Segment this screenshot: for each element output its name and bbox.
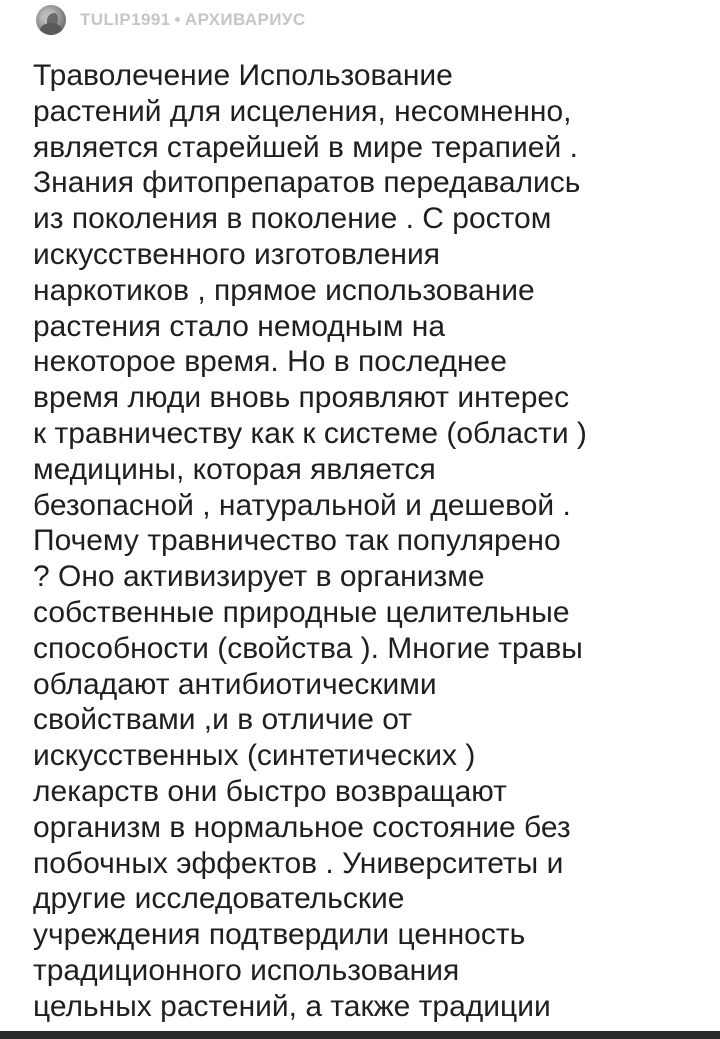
answer-author-header xyxy=(36,4,306,36)
author-separator: • xyxy=(174,10,181,29)
answer-line: безопасной , натуральной и дешевой . xyxy=(33,488,571,522)
answer-line: Траволечение Использование xyxy=(33,59,453,92)
answer-line: свойствами ,и в отличие от xyxy=(33,703,413,737)
answer-line: к травничеству как к системе (области ) xyxy=(33,416,587,450)
answer-line: некоторое время. Но в последнее xyxy=(33,345,507,379)
answer-line: искусственных (синтетических ) xyxy=(33,739,476,773)
answer-line: наркотиков , прямое использование xyxy=(33,273,535,307)
answer-line: собственные природные целительные xyxy=(33,595,570,629)
answer-line: обладают антибиотическими xyxy=(33,667,437,701)
answer-line: ? Оно активизирует в организме xyxy=(33,560,485,594)
avatar[interactable] xyxy=(36,5,66,35)
answer-line: растений для исцеления, несомненно, xyxy=(33,94,572,128)
answer-line: способности (свойства ). Многие травы xyxy=(33,631,583,665)
answer-line: Знания фитопрепаратов передавались xyxy=(33,166,581,200)
author-name[interactable]: TULIP1991 xyxy=(80,10,171,29)
author-line xyxy=(80,10,306,30)
author-rank: АРХИВАРИУС xyxy=(184,10,306,29)
answer-line: традиционного использования xyxy=(33,953,460,987)
answer-line: является старейшей в мире терапией . xyxy=(33,130,578,164)
answer-line: организм в нормальное состояние без xyxy=(33,810,571,844)
answer-line: время люди вновь проявляют интерес xyxy=(33,381,570,415)
answer-line: из поколения в поколение . С ростом xyxy=(33,202,552,236)
answer-text xyxy=(33,58,705,1039)
answer-line: цельных растений, а также традиции xyxy=(33,989,551,1023)
answer-line: учреждения подтвердили ценность xyxy=(33,918,526,952)
answer-line: медицины, которая является xyxy=(33,452,436,486)
bottom-edge-bar xyxy=(0,1031,720,1039)
answer-line: Почему травничество так популярено xyxy=(33,524,561,558)
answer-line: побочных эффектов . Университеты и xyxy=(33,846,564,880)
answer-line: растения стало немодным на xyxy=(33,309,446,343)
answer-line: искусственного изготовления xyxy=(33,237,440,271)
answer-line: лекарств они быстро возвращают xyxy=(33,774,507,808)
answer-line: другие исследовательские xyxy=(33,882,405,916)
